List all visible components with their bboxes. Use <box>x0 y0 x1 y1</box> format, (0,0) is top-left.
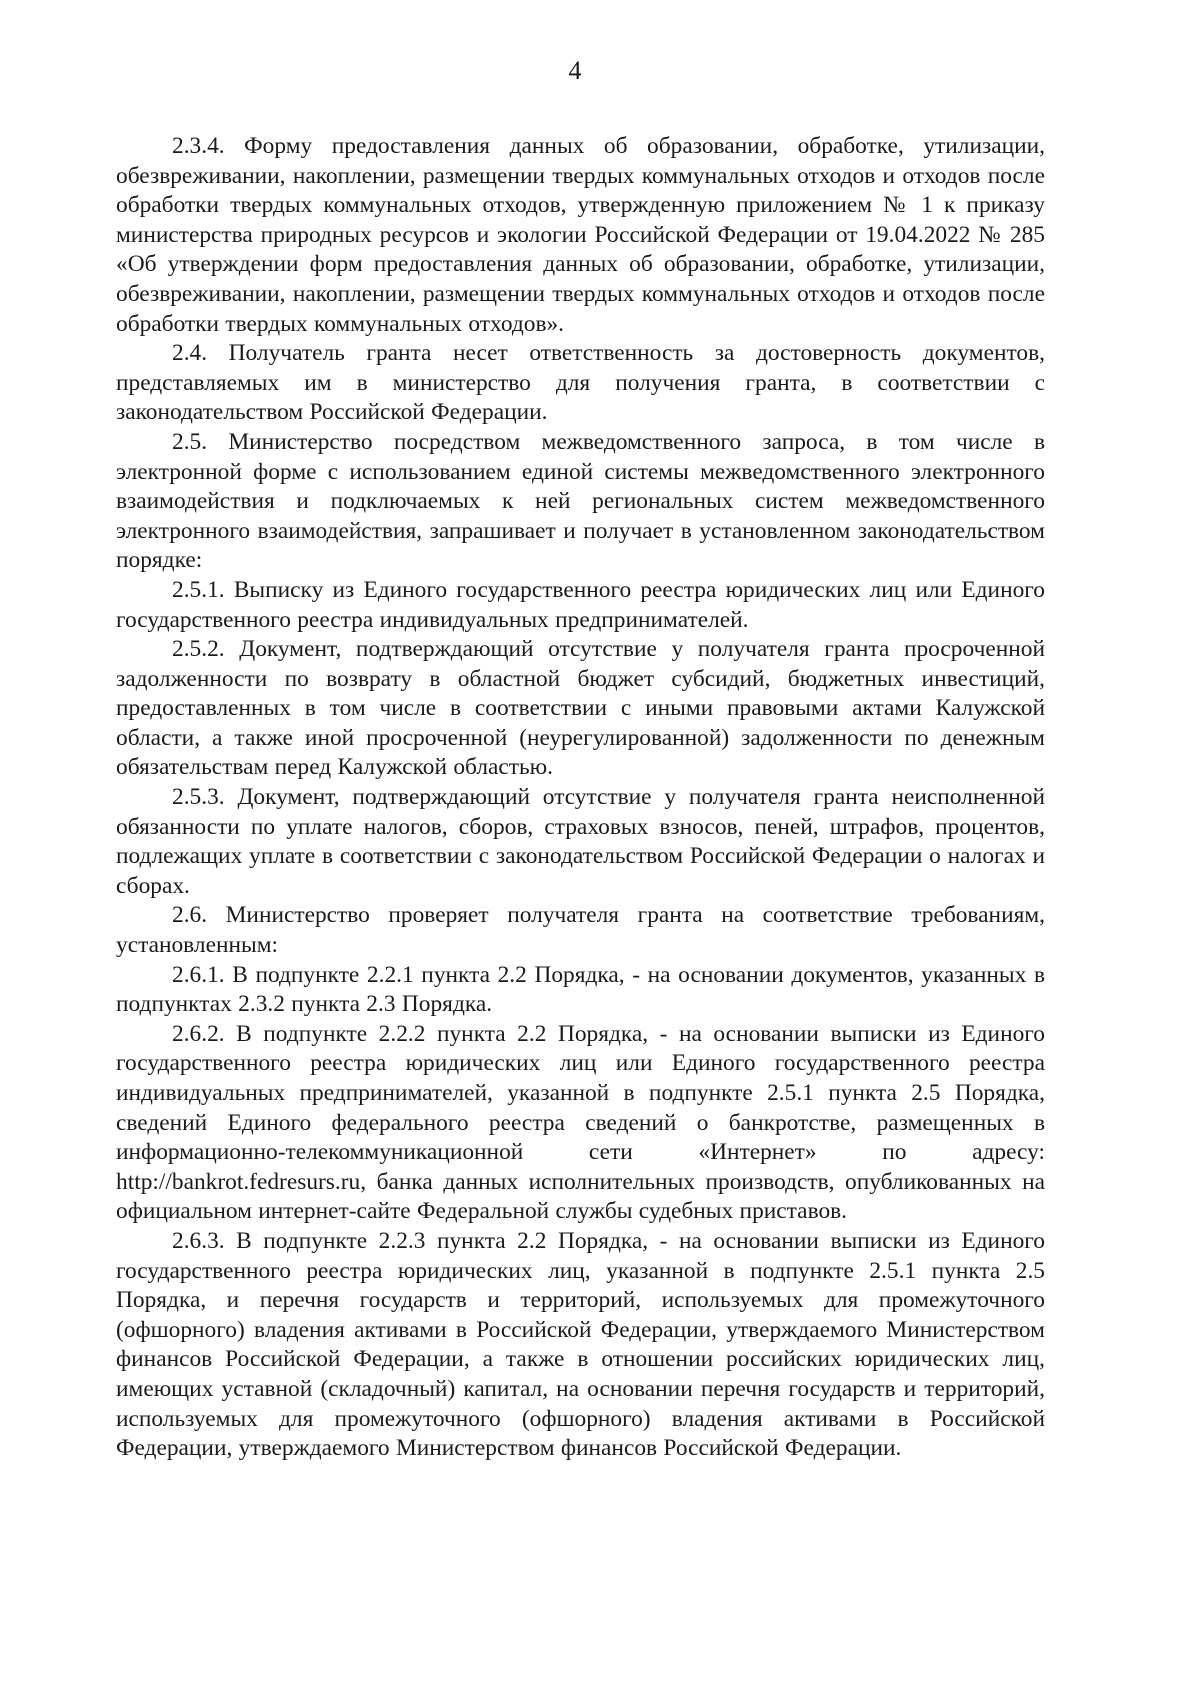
paragraph-2-6-2: 2.6.2. В подпункте 2.2.2 пункта 2.2 Порядка, - на основании выписки из Единого государственного реестра юридических лиц или Единого государственного реестра индивидуальных предпринимателей, указанной в подпункте 2.5.1 пункта 2.5 Порядка, сведений Единого федерального реестра сведений о банкротстве, размещенных в информационно-телекоммуникационной сети «Интернет» по адресу: http://bankrot.fedresurs.ru, банка данных исполнительных производств, опубликованных на официальном интернет-сайте Федеральной службы судебных приставов. <box>116 1020 1045 1225</box>
paragraph-2-5-1: 2.5.1. Выписку из Единого государственного реестра юридических лиц или Единого государственного реестра индивидуальных предпринимателей. <box>116 576 1045 633</box>
paragraph-2-6-1: 2.6.1. В подпункте 2.2.1 пункта 2.2 Порядка, - на основании документов, указанных в подпунктах 2.3.2 пункта 2.3 Порядка. <box>116 961 1045 1018</box>
paragraph-2-4: 2.4. Получатель гранта несет ответственность за достоверность документов, представляемых им в министерство для получения гранта, в соответствии с законодательством Российской Федерации. <box>116 340 1045 426</box>
document-body <box>116 132 1045 1464</box>
paragraph-2-5: 2.5. Министерство посредством межведомственного запроса, в том числе в электронной форме с использованием единой системы межведомственного электронного взаимодействия и подключаемых к ней региональных систем межведомственного электронного взаимодействия, запрашивает и получает в установленном законодательством порядке: <box>116 428 1045 574</box>
paragraph-2-6: 2.6. Министерство проверяет получателя гранта на соответствие требованиям, установленным: <box>116 902 1045 959</box>
paragraph-2-5-3: 2.5.3. Документ, подтверждающий отсутствие у получателя гранта неисполненной обязанности по уплате налогов, сборов, страховых взносов, пеней, штрафов, процентов, подлежащих уплате в соответствии с законодательством Российской Федерации о налогах и сборах. <box>116 784 1045 899</box>
page-number: 4 <box>568 56 582 85</box>
paragraph-2-6-3: 2.6.3. В подпункте 2.2.3 пункта 2.2 Порядка, - на основании выписки из Единого государственного реестра юридических лиц, указанной в подпункте 2.5.1 пункта 2.5 Порядка, и перечня государств и территорий, используемых для промежуточного (офшорного) владения активами в Российской Федерации, утверждаемого Министерством финансов Российской Федерации, а также в отношении российских юридических лиц, имеющих уставной (складочный) капитал, на основании перечня государств и территорий, используемых для промежуточного (офшорного) владения активами в Российской Федерации, утверждаемого Министерством финансов Российской Федерации. <box>116 1227 1045 1462</box>
paragraph-2-5-2: 2.5.2. Документ, подтверждающий отсутствие у получателя гранта просроченной задолженности по возврату в областной бюджет субсидий, бюджетных инвестиций, предоставленных в том числе в соответствии с иными правовыми актами Калужской области, а также иной просроченной (неурегулированной) задолженности по денежным обязательствам перед Калужской областью. <box>116 636 1045 781</box>
paragraph-2-3-4: 2.3.4. Форму предоставления данных об образовании, обработке, утилизации, обезвреживании, накоплении, размещении твердых коммунальных отходов и отходов после обработки твердых коммунальных отходов, утвержденную приложением № 1 к приказу министерства природных ресурсов и экологии Российской Федерации от 19.04.2022 № 285 «Об утверждении форм предоставления данных об образовании, обработке, утилизации, обезвреживании, накоплении, размещении твердых коммунальных отходов и отходов после обработки твердых коммунальных отходов». <box>116 133 1045 337</box>
